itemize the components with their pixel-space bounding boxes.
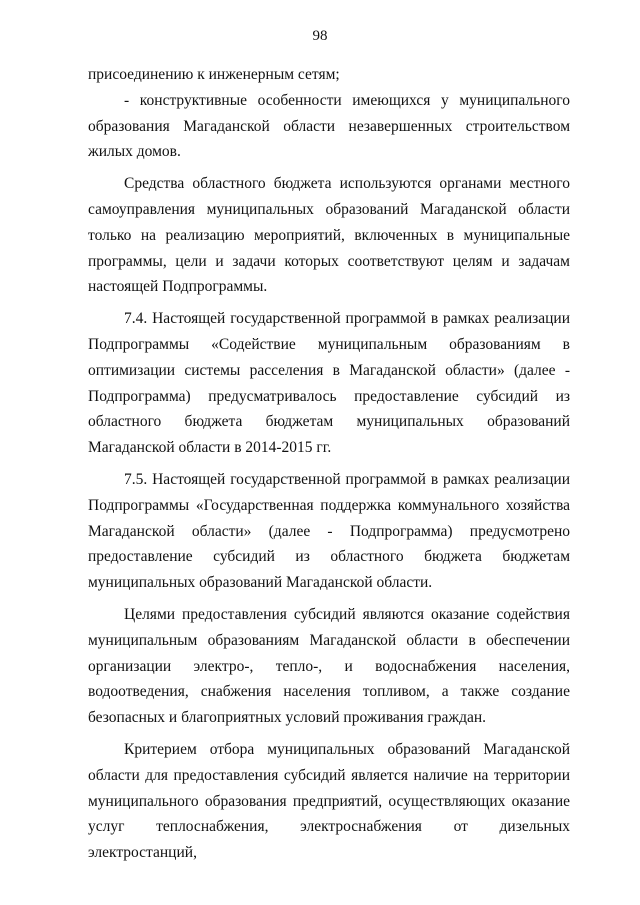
body-text xyxy=(88,62,570,866)
paragraph-selection-criteria: Критерием отбора муниципальных образований Магаданской области для предоставления субсидий является наличие на территории муниципального образования предприятий, осуществляющих оказание услуг теплоснабжения, электроснабжения от дизельных электростанций, xyxy=(88,740,570,862)
paragraph-subsidy-goals: Целями предоставления субсидий являются оказание содействия муниципальным образованиям Магаданской области в обеспечении организации электро-, тепло-, и водоснабжения населения, водоотведения, снабжения населения топливом, а также создание безопасных и благоприятных условий проживания граждан. xyxy=(88,605,570,727)
paragraph-list-item: - конструктивные особенности имеющихся у муниципального образования Магаданской области незавершенных строительством жилых домов. xyxy=(88,91,570,161)
paragraph-section-7-4: 7.4. Настоящей государственной программой в рамках реализации Подпрограммы «Содействие муниципальным образованиям в оптимизации системы расселения в Магаданской области» (далее - Подпрограмма) предусматривалось предоставление субсидий из областного бюджета бюджетам муниципальных образований Магаданской области в 2014-2015 гг. xyxy=(88,310,570,457)
page-number: 98 xyxy=(312,28,328,44)
paragraph-section-7-5: 7.5. Настоящей государственной программой в рамках реализации Подпрограммы «Государственная поддержка коммунального хозяйства Магаданской области» (далее - Подпрограмма) предусмотрено предоставление субсидий из областного бюджета бюджетам муниципальных образований Магаданской области. xyxy=(88,470,570,592)
paragraph-regional-budget: Средства областного бюджета используются органами местного самоуправления муниципальных образований Магаданской области только на реализацию мероприятий, включенных в муниципальные программы, цели и задачи которых соответствуют целям и задачам настоящей Подпрограммы. xyxy=(88,175,570,296)
paragraph-continuation: присоединению к инженерным сетям; xyxy=(88,66,340,83)
